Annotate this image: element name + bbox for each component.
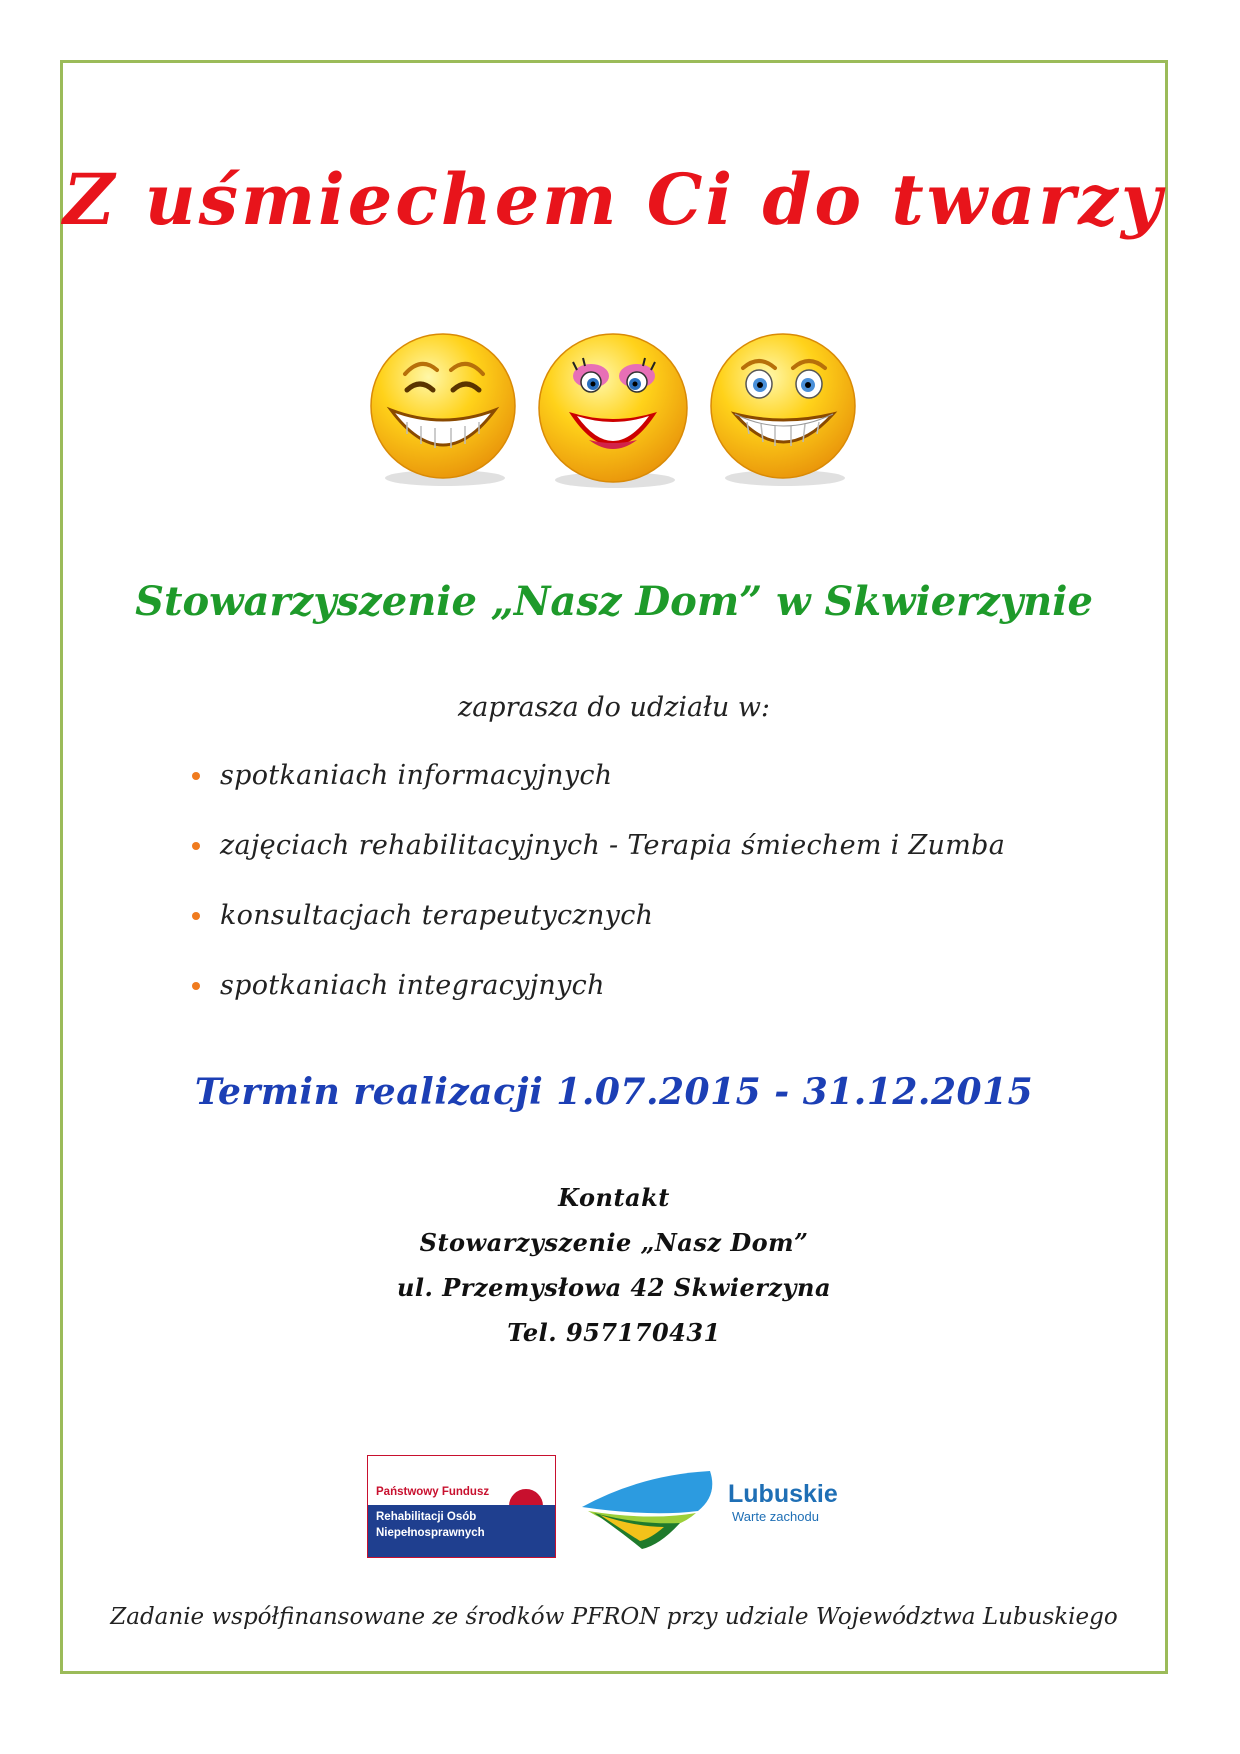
pfron-logo bbox=[367, 1455, 556, 1558]
funding-note: Zadanie współfinansowane ze środków PFRON przy udziale Województwa Lubuskiego bbox=[110, 1604, 1118, 1630]
smileys-group bbox=[363, 330, 893, 490]
pfron-logo-line2: Rehabilitacji Osób bbox=[376, 1511, 477, 1523]
list-item: spotkaniach informacyjnych bbox=[190, 760, 1005, 830]
lubuskie-swoosh-icon bbox=[580, 1465, 720, 1555]
lipstick-smiley-icon bbox=[533, 330, 698, 490]
bullet-icon bbox=[192, 842, 200, 850]
poster-title: Z uśmiechem Ci do twarzy bbox=[63, 158, 1165, 241]
pfron-logo-band bbox=[368, 1505, 555, 1557]
bullet-icon bbox=[192, 982, 200, 990]
list-item: spotkaniach integracyjnych bbox=[190, 970, 1005, 1040]
invite-text: zaprasza do udziału w: bbox=[457, 692, 771, 723]
contact-heading: Kontakt bbox=[558, 1183, 670, 1212]
lubuskie-tagline: Warte zachodu bbox=[732, 1509, 819, 1524]
laughing-smiley-icon bbox=[363, 330, 528, 490]
term-dates: Termin realizacji 1.07.2015 - 31.12.2015 bbox=[194, 1071, 1034, 1113]
contact-name: Stowarzyszenie „Nasz Dom” bbox=[419, 1228, 809, 1257]
bullet-icon bbox=[192, 772, 200, 780]
contact-block bbox=[60, 1183, 1168, 1363]
list-item: konsultacjach terapeutycznych bbox=[190, 900, 1005, 970]
bullet-icon bbox=[192, 912, 200, 920]
lubuskie-name: Lubuskie bbox=[728, 1480, 838, 1508]
list-item: zajęciach rehabilitacyjnych - Terapia śmiechem i Zumba bbox=[190, 830, 1005, 900]
organization-name: Stowarzyszenie „Nasz Dom” w Skwierzynie bbox=[135, 578, 1093, 625]
contact-phone: Tel. 957170431 bbox=[507, 1318, 721, 1347]
contact-address: ul. Przemysłowa 42 Skwierzyna bbox=[396, 1273, 831, 1302]
activities-list bbox=[190, 760, 1005, 1040]
pfron-logo-line3: Niepełnosprawnych bbox=[376, 1527, 485, 1539]
grinning-smiley-icon bbox=[703, 330, 868, 490]
lubuskie-logo bbox=[580, 1465, 850, 1555]
pfron-logo-line1: Państwowy Fundusz bbox=[376, 1486, 490, 1498]
